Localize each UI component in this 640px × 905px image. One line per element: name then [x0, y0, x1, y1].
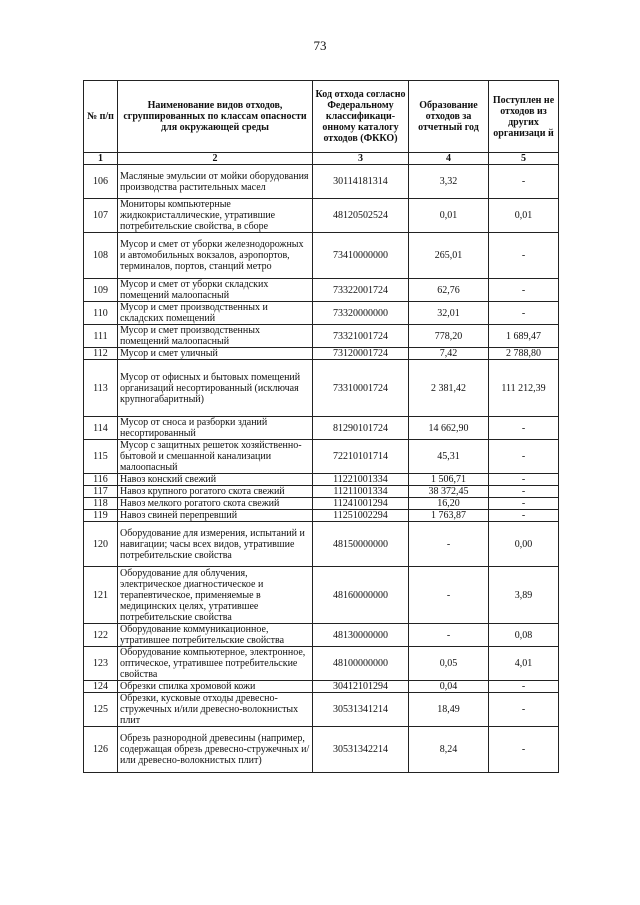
- formed-amount: -: [409, 567, 489, 624]
- formed-amount: 265,01: [409, 233, 489, 279]
- column-number: 1: [84, 153, 118, 165]
- received-amount: -: [489, 474, 559, 486]
- row-number: 108: [84, 233, 118, 279]
- waste-name: Навоз крупного рогатого скота свежий: [118, 486, 313, 498]
- fkko-code: 30114181314: [313, 165, 409, 199]
- table-row: [84, 302, 559, 325]
- waste-name: Мониторы компьютерные жидкокристаллические, утратившие потребительские свойства, в сборе: [118, 199, 313, 233]
- table-row: [84, 325, 559, 348]
- waste-name: Мусор и смет производственных помещений малоопасный: [118, 325, 313, 348]
- formed-amount: 1 506,71: [409, 474, 489, 486]
- formed-amount: 0,05: [409, 647, 489, 681]
- received-amount: -: [489, 486, 559, 498]
- formed-amount: 7,42: [409, 348, 489, 360]
- row-number: 121: [84, 567, 118, 624]
- table-row: [84, 510, 559, 522]
- formed-amount: 16,20: [409, 498, 489, 510]
- received-amount: 2 788,80: [489, 348, 559, 360]
- received-amount: -: [489, 165, 559, 199]
- formed-amount: 38 372,45: [409, 486, 489, 498]
- table-row: [84, 165, 559, 199]
- waste-name: Обрезь разнородной древесины (например, содержащая обрезь древесно-стружечных и/или древесно-волокнистых плит): [118, 727, 313, 773]
- received-amount: -: [489, 233, 559, 279]
- received-amount: -: [489, 681, 559, 693]
- table-row: [84, 727, 559, 773]
- received-amount: 0,08: [489, 624, 559, 647]
- waste-name: Обрезки, кусковые отходы древесно-стружечных и/или древесно-волокнистых плит: [118, 693, 313, 727]
- table-row: [84, 681, 559, 693]
- row-number: 119: [84, 510, 118, 522]
- row-number: 107: [84, 199, 118, 233]
- fkko-code: 48100000000: [313, 647, 409, 681]
- row-number: 113: [84, 360, 118, 417]
- received-amount: -: [489, 417, 559, 440]
- fkko-code: 73120001724: [313, 348, 409, 360]
- row-number: 117: [84, 486, 118, 498]
- received-amount: -: [489, 440, 559, 474]
- row-number: 123: [84, 647, 118, 681]
- column-number-row: [84, 153, 559, 165]
- column-number: 5: [489, 153, 559, 165]
- waste-name: Навоз конский свежий: [118, 474, 313, 486]
- formed-amount: 62,76: [409, 279, 489, 302]
- table-row: [84, 498, 559, 510]
- waste-name: Оборудование для облучения, электрическое диагностическое и терапевтическое, применяемые в медицинских целях, утратившее потребительские свойства: [118, 567, 313, 624]
- row-number: 109: [84, 279, 118, 302]
- table-row: [84, 647, 559, 681]
- fkko-code: 48150000000: [313, 522, 409, 567]
- column-number: 2: [118, 153, 313, 165]
- table-row: [84, 199, 559, 233]
- received-amount: -: [489, 693, 559, 727]
- row-number: 114: [84, 417, 118, 440]
- row-number: 126: [84, 727, 118, 773]
- formed-amount: 2 381,42: [409, 360, 489, 417]
- formed-amount: -: [409, 522, 489, 567]
- row-number: 115: [84, 440, 118, 474]
- fkko-code: 30531342214: [313, 727, 409, 773]
- formed-amount: 45,31: [409, 440, 489, 474]
- formed-amount: 3,32: [409, 165, 489, 199]
- fkko-code: 73310001724: [313, 360, 409, 417]
- fkko-code: 73321001724: [313, 325, 409, 348]
- table-row: [84, 279, 559, 302]
- waste-name: Обрезки спилка хромовой кожи: [118, 681, 313, 693]
- fkko-code: 11211001334: [313, 486, 409, 498]
- table-row: [84, 348, 559, 360]
- received-amount: 111 212,39: [489, 360, 559, 417]
- received-amount: -: [489, 498, 559, 510]
- fkko-code: 11251002294: [313, 510, 409, 522]
- header-received: Поступлен не отходов из других организаци й: [489, 81, 559, 153]
- table-row: [84, 567, 559, 624]
- column-number: 4: [409, 153, 489, 165]
- waste-name: Мусор и смет производственных и складских помещений: [118, 302, 313, 325]
- table-row: [84, 360, 559, 417]
- fkko-code: 30412101294: [313, 681, 409, 693]
- waste-name: Мусор от сноса и разборки зданий несортированный: [118, 417, 313, 440]
- formed-amount: -: [409, 624, 489, 647]
- waste-name: Мусор и смет от уборки складских помещений малоопасный: [118, 279, 313, 302]
- formed-amount: 14 662,90: [409, 417, 489, 440]
- waste-name: Мусор от офисных и бытовых помещений организаций несортированный (исключая крупногабаритный): [118, 360, 313, 417]
- header-num: № п/п: [84, 81, 118, 153]
- waste-name: Оборудование для измерения, испытаний и навигации; часы всех видов, утратившие потребительские свойства: [118, 522, 313, 567]
- formed-amount: 0,04: [409, 681, 489, 693]
- waste-name: Мусор и смет от уборки железнодорожных и автомобильных вокзалов, аэропортов, терминалов, портов, станций метро: [118, 233, 313, 279]
- row-number: 122: [84, 624, 118, 647]
- waste-name: Оборудование компьютерное, электронное, оптическое, утратившее потребительские свойства: [118, 647, 313, 681]
- row-number: 118: [84, 498, 118, 510]
- row-number: 120: [84, 522, 118, 567]
- table-row: [84, 474, 559, 486]
- header-name: Наименование видов отходов, сгруппированных по классам опасности для окружающей среды: [118, 81, 313, 153]
- waste-name: Мусор и смет уличный: [118, 348, 313, 360]
- table-row: [84, 417, 559, 440]
- received-amount: 3,89: [489, 567, 559, 624]
- fkko-code: 48120502524: [313, 199, 409, 233]
- waste-name: Навоз мелкого рогатого скота свежий: [118, 498, 313, 510]
- fkko-code: 81290101724: [313, 417, 409, 440]
- waste-name: Мусор с защитных решеток хозяйственно-бытовой и смешанной канализации малоопасный: [118, 440, 313, 474]
- table-row: [84, 233, 559, 279]
- received-amount: 0,01: [489, 199, 559, 233]
- formed-amount: 1 763,87: [409, 510, 489, 522]
- column-number: 3: [313, 153, 409, 165]
- row-number: 112: [84, 348, 118, 360]
- formed-amount: 18,49: [409, 693, 489, 727]
- fkko-code: 48160000000: [313, 567, 409, 624]
- header-row: [84, 81, 559, 153]
- formed-amount: 8,24: [409, 727, 489, 773]
- row-number: 125: [84, 693, 118, 727]
- fkko-code: 11241001294: [313, 498, 409, 510]
- fkko-code: 30531341214: [313, 693, 409, 727]
- row-number: 110: [84, 302, 118, 325]
- page-number: 73: [313, 38, 327, 53]
- received-amount: 1 689,47: [489, 325, 559, 348]
- table-row: [84, 522, 559, 567]
- received-amount: -: [489, 279, 559, 302]
- table-row: [84, 624, 559, 647]
- header-formed: Образование отходов за отчетный год: [409, 81, 489, 153]
- table-row: [84, 440, 559, 474]
- received-amount: -: [489, 727, 559, 773]
- received-amount: 0,00: [489, 522, 559, 567]
- waste-name: Навоз свиней перепревший: [118, 510, 313, 522]
- fkko-code: 73410000000: [313, 233, 409, 279]
- formed-amount: 778,20: [409, 325, 489, 348]
- row-number: 116: [84, 474, 118, 486]
- table-row: [84, 486, 559, 498]
- waste-name: Масляные эмульсии от мойки оборудования производства растительных масел: [118, 165, 313, 199]
- waste-table: [83, 80, 559, 773]
- received-amount: -: [489, 510, 559, 522]
- fkko-code: 73320000000: [313, 302, 409, 325]
- waste-name: Оборудование коммуникационное, утратившее потребительские свойства: [118, 624, 313, 647]
- table-row: [84, 693, 559, 727]
- header-code: Код отхода согласно Федеральному классификаци-онному каталогу отходов (ФККО): [313, 81, 409, 153]
- fkko-code: 73322001724: [313, 279, 409, 302]
- formed-amount: 32,01: [409, 302, 489, 325]
- received-amount: -: [489, 302, 559, 325]
- row-number: 106: [84, 165, 118, 199]
- fkko-code: 72210101714: [313, 440, 409, 474]
- row-number: 124: [84, 681, 118, 693]
- fkko-code: 48130000000: [313, 624, 409, 647]
- formed-amount: 0,01: [409, 199, 489, 233]
- received-amount: 4,01: [489, 647, 559, 681]
- row-number: 111: [84, 325, 118, 348]
- fkko-code: 11221001334: [313, 474, 409, 486]
